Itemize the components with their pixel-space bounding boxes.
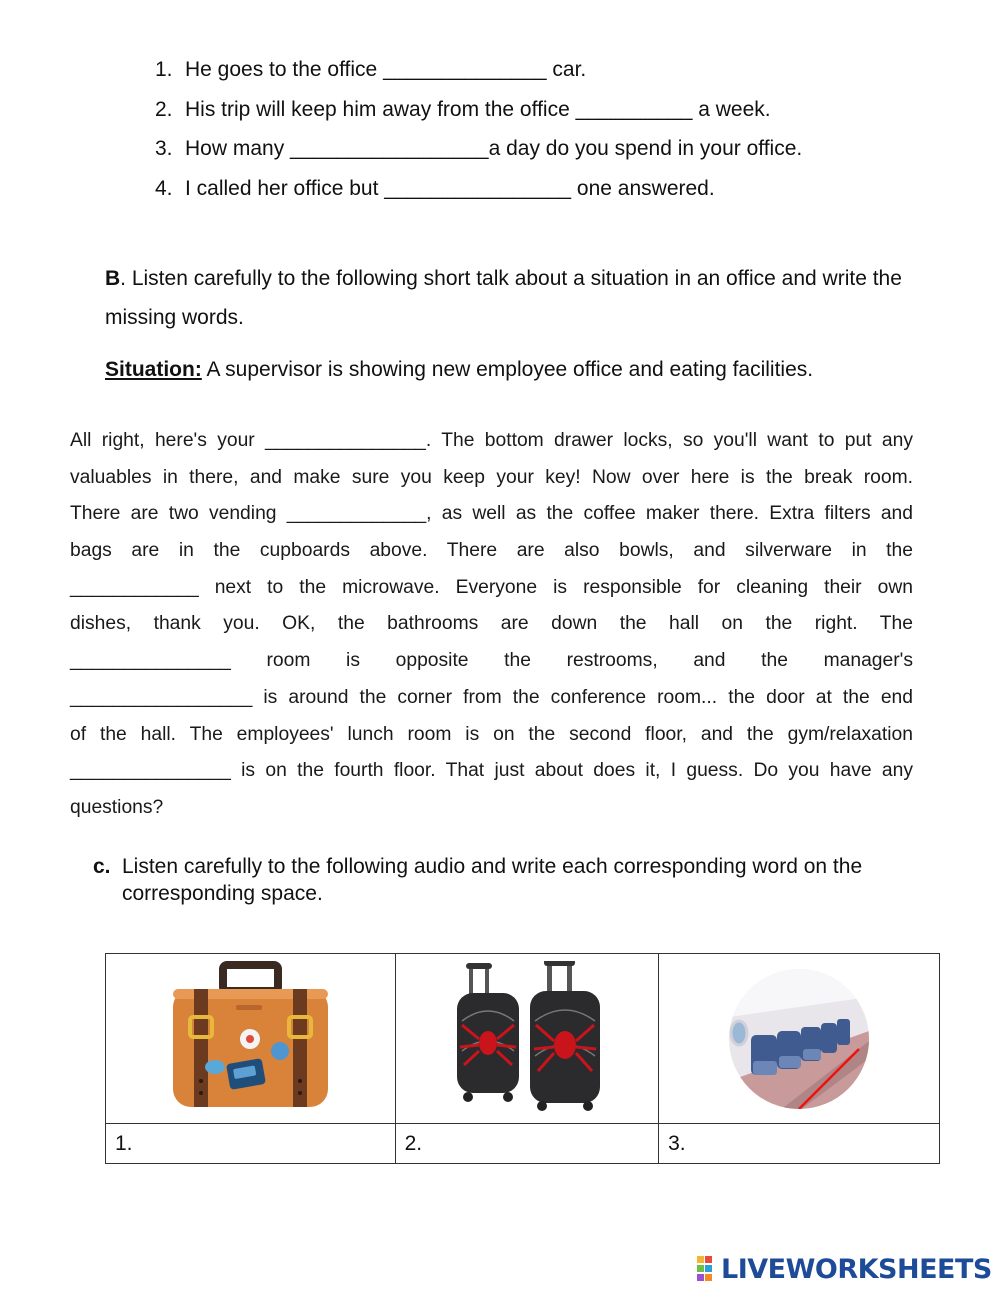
- situation-text: A supervisor is showing new employee office and eating facilities.: [201, 358, 814, 381]
- section-b-instruction: [105, 259, 945, 337]
- question-number: 2.: [155, 97, 173, 121]
- situation-line: [105, 354, 965, 386]
- passage-line: valuables in there, and make sure you keep your key! Now over here is the break room.: [70, 466, 913, 488]
- passage-line: _________________ is around the corner from the conference room... the door at the end: [70, 686, 913, 708]
- section-c-text-line2: corresponding space.: [122, 882, 323, 905]
- passage-line: dishes, thank you. OK, the bathrooms are down the hall on the right. The: [70, 613, 913, 635]
- answer-cell-2[interactable]: 2.: [395, 1124, 658, 1164]
- answer-cell-1[interactable]: 1.: [106, 1124, 396, 1164]
- passage: [70, 423, 913, 827]
- liveworksheets-logo-icon: [697, 1256, 721, 1282]
- situation-label: Situation:: [105, 358, 202, 381]
- liveworksheets-logo: [697, 1252, 992, 1286]
- section-c-text-line1: Listen carefully to the following audio and write each corresponding word on the: [122, 855, 863, 878]
- logo-text: LIVEWORKSHEETS: [721, 1253, 992, 1285]
- suitcase-icon: [168, 961, 333, 1111]
- question-list: [155, 56, 955, 214]
- question-text: He goes to the office ______________ car.: [185, 58, 587, 81]
- section-b-letter: B: [105, 267, 121, 290]
- image-cell-3: [659, 954, 940, 1124]
- airplane-cabin-icon: [719, 961, 879, 1111]
- passage-line: All right, here's your _______________. The bottom drawer locks, so you'll want to put any: [70, 430, 913, 451]
- question-item: [155, 96, 955, 136]
- image-cell-2: [395, 954, 658, 1124]
- luggage-trolley-icon: [452, 961, 602, 1111]
- question-text: I called her office but ________________ one answered.: [185, 176, 715, 200]
- image-answer-table: [105, 953, 940, 1164]
- question-item: [155, 56, 955, 96]
- passage-line: _______________ is on the fourth floor. That just about does it, I guess. Do you have any: [70, 760, 913, 782]
- section-c-letter: c.: [93, 855, 111, 878]
- question-number: 3.: [155, 137, 173, 160]
- passage-line: of the hall. The employees' lunch room is on the second floor, and the gym/relaxation: [70, 723, 913, 745]
- passage-line: bags are in the cupboards above. There are also bowls, and silverware in the: [70, 540, 913, 562]
- passage-line: There are two vending _____________, as well as the coffee maker there. Extra filters and: [70, 503, 913, 525]
- question-number: 1.: [155, 58, 173, 81]
- section-b-text: . Listen carefully to the following short talk about a situation in an office and write the missing words.: [105, 267, 902, 329]
- question-number: 4.: [155, 176, 173, 200]
- question-item: [155, 175, 955, 215]
- answer-cell-3[interactable]: 3.: [659, 1124, 940, 1164]
- question-text: How many _________________a day do you spend in your office.: [185, 137, 803, 160]
- image-row: [106, 954, 940, 1124]
- section-c-instruction: [93, 853, 953, 907]
- passage-line: _______________ room is opposite the restrooms, and the manager's: [70, 650, 913, 672]
- number-row: [106, 1124, 940, 1164]
- passage-line: ____________ next to the microwave. Everyone is responsible for cleaning their own: [70, 576, 913, 598]
- question-item: [155, 135, 955, 175]
- passage-line: questions?: [70, 796, 164, 818]
- image-cell-1: [106, 954, 396, 1124]
- question-text: His trip will keep him away from the office __________ a week.: [185, 97, 771, 121]
